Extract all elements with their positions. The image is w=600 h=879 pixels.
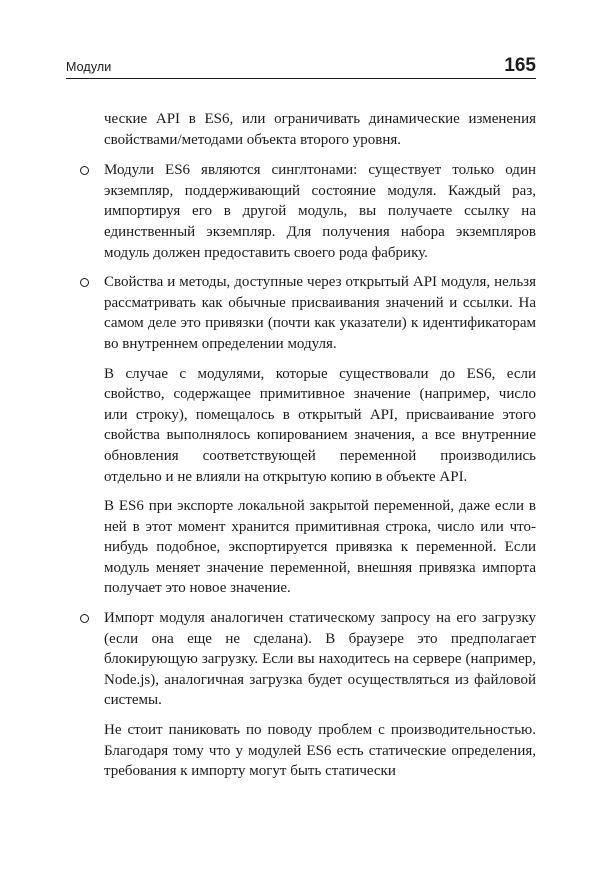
- hollow-circle-bullet-icon: [80, 166, 89, 175]
- sub-paragraph-es6-export: В ES6 при экспорте локальной закрытой переменной, даже если в ней в этот момент хранится примитивная строка, число или что-нибудь подобное, экспортируется привязка к переменной. Если модуль меняет значение переменной, внешняя привязка импорта получает это новое значение.: [104, 498, 536, 597]
- sub-paragraph-pre-es6: В случае с модулями, которые существовали до ES6, если свойство, содержащее примитивное значение (например, число или строку), помещалось в открытый API, присваивание этого свойства выполнялось копированием значения, а все внутренние обновления соответствующей переменной производились отдельно и не влияли на открытую копию в объекте API.: [104, 365, 536, 485]
- continuation-paragraph: ческие API в ES6, или ограничивать динамические изменения свойствами/методами объекта второго уровня.: [104, 111, 536, 148]
- page-number: 165: [504, 55, 536, 76]
- hollow-circle-bullet-icon: [80, 278, 89, 287]
- bullet-text: Модули ES6 являются синглтонами: существует только один экземпляр, поддерживающий состояние модуля. Каждый раз, импортируя его в другой модуль, вы получаете ссылку на единственный экземпляр. Для получения набора экземпляров модуль должен предоставить своего рода фабрику.: [104, 162, 536, 261]
- bullet-item-singletons: [104, 160, 536, 263]
- bullet-item-bindings: [104, 272, 536, 354]
- sub-paragraph-performance: Не стоит паниковать по поводу проблем с производительностью. Благодаря тому что у модулей ES6 есть статические определения, требования к импорту могут быть статически: [104, 722, 536, 780]
- bullet-text: Свойства и методы, доступные через открытый API модуля, нельзя рассматривать как обычные присваивания значений и ссылки. На самом деле это привязки (почти как указатели) к идентификаторам во внутреннем определении модуля.: [104, 274, 536, 352]
- section-title: Модули: [66, 60, 112, 74]
- bullet-text: Импорт модуля аналогичен статическому запросу на его загрузку (если она еще не сделана). В браузере это предполагает блокирующую загрузку. Если вы находитесь на сервере (например, Node.js), аналогичная загрузка будет осуществляться из файловой системы.: [104, 610, 536, 709]
- running-header: [66, 54, 536, 79]
- page-body: [104, 109, 536, 791]
- bullet-item-import-loading: [104, 608, 536, 711]
- hollow-circle-bullet-icon: [80, 614, 89, 623]
